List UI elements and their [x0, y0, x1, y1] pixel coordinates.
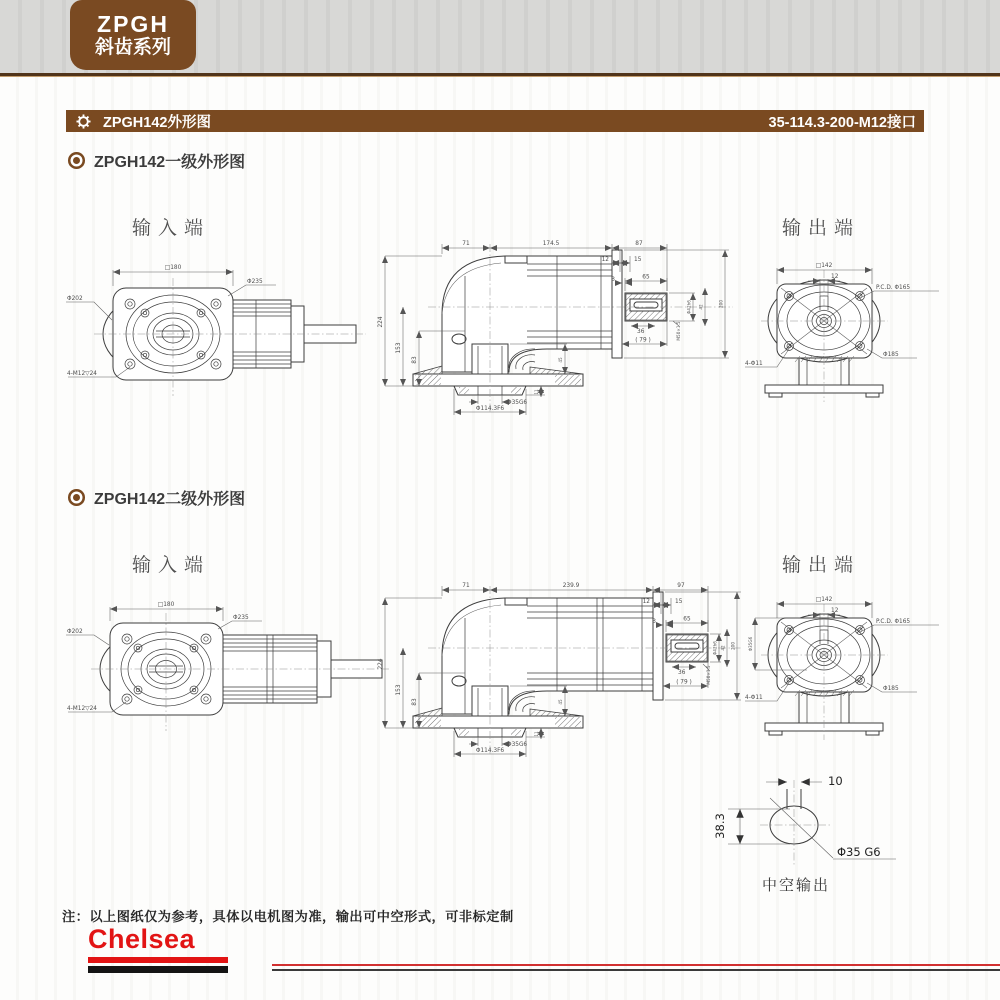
dim-label: □180: [157, 602, 175, 608]
stage1-input-label: 输入端: [132, 218, 211, 239]
dim-label: Φ35G6: [748, 636, 753, 652]
stage2-output-label: 输出端: [782, 555, 861, 576]
footer-black-rule: [272, 969, 1000, 971]
dim-label: 12: [642, 599, 650, 605]
dim-label: 10: [828, 774, 843, 788]
stage1-input-end-drawing: [60, 246, 392, 424]
dim-label: 15: [634, 257, 642, 263]
hollow-output-caption: 中空输出: [762, 878, 831, 894]
dim-label: 12: [831, 608, 839, 614]
dim-label: 3: [611, 277, 615, 283]
dim-label: Φ185: [883, 352, 899, 358]
foot-and-spigot: [413, 686, 583, 737]
gear-icon: [76, 114, 91, 129]
stage1-output-label: 输出端: [782, 218, 861, 239]
dim-label: Φ35 G6: [837, 845, 881, 859]
dim-label: 4-M12▽24: [67, 371, 97, 377]
dimensions: [713, 774, 896, 859]
stage1-heading-text: ZPGH142一级外形图: [94, 154, 246, 171]
elbow-housing: [442, 250, 622, 372]
dim-label: 239.9: [562, 583, 580, 589]
dim-label: Φ114.3F6: [475, 406, 505, 412]
dim-label: 36: [637, 329, 645, 335]
dim-label: Φ235: [247, 279, 263, 285]
dim-label: 11: [534, 731, 539, 737]
dim-label: Φ202: [67, 296, 83, 302]
dim-label: 3: [652, 619, 656, 625]
hollow-output-detail-drawing: [700, 762, 990, 874]
dim-label: P.C.D. Φ165: [876, 285, 911, 291]
dim-label: 97: [677, 583, 685, 589]
dim-label: 38.3: [713, 813, 727, 839]
stage2-heading-text: ZPGH142二级外形图: [94, 491, 246, 508]
dim-label: M50×1.5: [706, 665, 711, 685]
dim-label: □180: [164, 265, 182, 271]
dim-label: Φ114.3F6: [475, 748, 505, 754]
series-name: ZPGH: [97, 10, 169, 37]
stage2-input-label: 输入端: [132, 555, 211, 576]
chelsea-logo: Chelsea: [88, 924, 196, 954]
dim-label: Φ185: [883, 686, 899, 692]
stage1-heading: [68, 149, 245, 172]
dim-label: Φ35G6: [507, 742, 528, 748]
dim-label: 153: [396, 342, 402, 354]
dim-label: 15: [675, 599, 683, 605]
dim-label: Φ35G6: [507, 400, 528, 406]
dim-label: 83: [412, 698, 418, 706]
dim-label: 4-Φ11: [745, 695, 763, 701]
dim-label: 224: [378, 316, 384, 328]
logo-black-bar: [88, 966, 228, 973]
dim-label: 11: [534, 389, 539, 395]
dim-label: Φ42h6: [686, 300, 692, 314]
dim-label: M50×1.5: [676, 321, 681, 341]
dim-label: 65: [642, 274, 650, 281]
dim-label: □142: [815, 263, 833, 269]
interface-spec: 35-114.3-200-M12接口: [768, 114, 916, 131]
input-bush: [666, 634, 708, 662]
header-divider-light: [0, 76, 1000, 77]
stage2-output-end-drawing: [743, 582, 971, 770]
dim-label: 45: [558, 357, 563, 363]
dim-label: 45: [558, 699, 563, 705]
dim-label: 12: [601, 257, 609, 263]
dim-label: Φ235: [233, 615, 249, 621]
dim-label: 200: [730, 642, 736, 650]
series-type: 斜齿系列: [94, 37, 171, 59]
dim-label: Φ202: [67, 629, 83, 635]
dim-label: Φ42h6: [712, 641, 718, 655]
stage2-input-end-drawing: [60, 585, 392, 770]
footnote: 注：以上图纸仅为参考，具体以电机图为准，输出可中空形式，可非标定制: [62, 909, 514, 924]
dim-label: P.C.D. Φ165: [876, 619, 911, 625]
dim-label: 65: [683, 616, 691, 623]
dim-label: 12: [831, 274, 839, 280]
bullet-icon: [73, 157, 80, 164]
bullet-icon: [73, 494, 80, 501]
foot-and-spigot: [413, 344, 583, 395]
dim-label: 36: [678, 670, 686, 676]
stage2-heading: [68, 486, 245, 509]
series-brand-tab: [70, 0, 196, 70]
stage2-side-view-drawing: [373, 578, 747, 778]
dim-label: 71: [462, 583, 470, 589]
footer-red-rule: [272, 964, 1000, 966]
dim-label: ( 79 ): [676, 679, 692, 686]
dim-label: 87: [635, 241, 643, 247]
dim-label: 42: [698, 304, 704, 310]
page-title: ZPGH142外形图: [103, 114, 211, 131]
dim-label: 224: [378, 658, 384, 670]
page-title-bar: [66, 110, 924, 132]
dim-label: 153: [396, 684, 402, 696]
dim-label: □142: [815, 597, 833, 603]
hollow-bore-section: [760, 780, 830, 867]
dim-label: 83: [412, 356, 418, 364]
stage1-output-end-drawing: [743, 248, 971, 426]
dim-label: 71: [462, 241, 470, 247]
dim-label: ( 79 ): [635, 337, 651, 344]
dim-label: 4-M12▽24: [67, 706, 97, 712]
logo-red-bar: [88, 957, 228, 963]
dim-label: 4-Φ11: [745, 361, 763, 367]
dim-label: 42: [720, 645, 726, 651]
dim-label: 200: [718, 300, 724, 308]
stage1-side-view-drawing: [373, 236, 747, 436]
dim-label: 174.5: [542, 241, 560, 247]
